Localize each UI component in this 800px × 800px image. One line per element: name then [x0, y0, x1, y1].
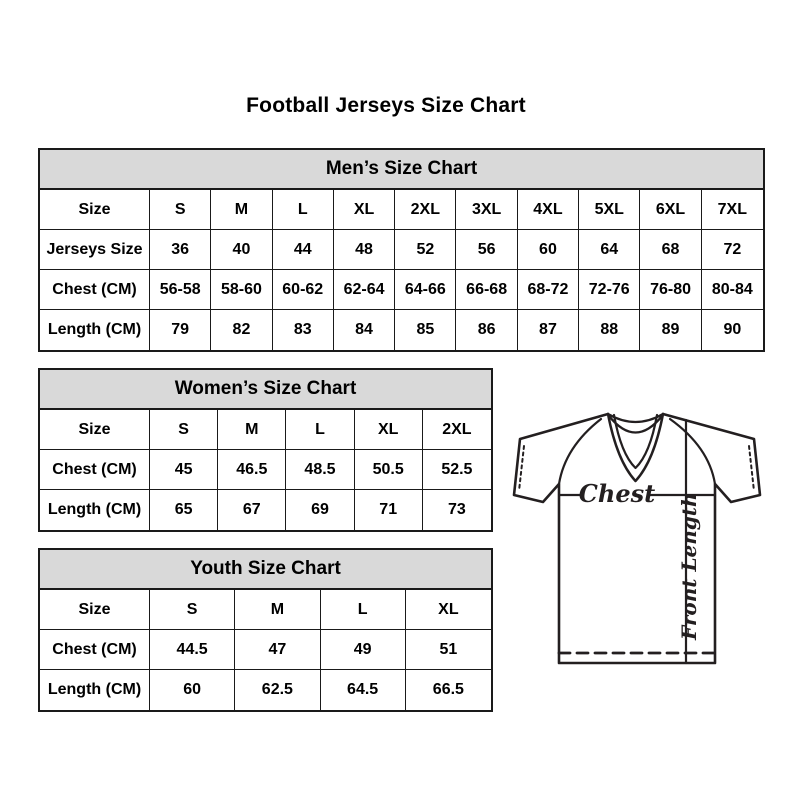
column-header: XL	[334, 190, 395, 230]
right-cuff-stitch	[749, 446, 754, 491]
size-cell: 44.5	[150, 630, 235, 670]
column-header: M	[211, 190, 272, 230]
size-cell: 36	[150, 230, 211, 270]
table-row	[40, 410, 491, 450]
collar-back-line	[608, 414, 663, 422]
size-cell: 85	[395, 310, 456, 350]
row-label: Length (CM)	[40, 670, 150, 710]
table-row	[40, 270, 763, 310]
column-header: S	[150, 190, 211, 230]
row-label: Chest (CM)	[40, 450, 150, 490]
size-cell: 80-84	[702, 270, 763, 310]
page-title: Football Jerseys Size Chart	[246, 94, 526, 117]
column-header: S	[150, 410, 218, 450]
table-title: Women’s Size Chart	[40, 370, 491, 410]
size-cell: 50.5	[355, 450, 423, 490]
size-cell: 60	[518, 230, 579, 270]
row-label: Size	[40, 190, 150, 230]
column-header: 3XL	[456, 190, 517, 230]
size-cell: 87	[518, 310, 579, 350]
table-row	[40, 230, 763, 270]
column-header: 5XL	[579, 190, 640, 230]
size-cell: 47	[235, 630, 320, 670]
size-cell: 76-80	[640, 270, 701, 310]
row-label: Size	[40, 590, 150, 630]
size-cell: 62.5	[235, 670, 320, 710]
size-cell: 56	[456, 230, 517, 270]
size-cell: 44	[273, 230, 334, 270]
size-cell: 49	[321, 630, 406, 670]
size-cell: 66.5	[432, 681, 464, 698]
table-row	[40, 190, 763, 230]
column-header: L	[286, 410, 354, 450]
size-cell: 72-76	[579, 270, 640, 310]
size-cell: 68-72	[518, 270, 579, 310]
jersey-outline	[514, 414, 760, 663]
size-cell: 48.5	[286, 450, 354, 490]
size-cell: 67	[218, 490, 286, 530]
womens-size-table	[38, 368, 493, 532]
size-cell: 69	[286, 490, 354, 530]
jersey-diagram	[503, 403, 767, 673]
size-cell: 40	[211, 230, 272, 270]
size-cell: 58-60	[211, 270, 272, 310]
table-row	[40, 310, 763, 350]
size-cell: 51	[406, 630, 491, 670]
size-cell: 60	[150, 670, 235, 710]
size-cell: 71	[355, 490, 423, 530]
size-cell: 45	[150, 450, 218, 490]
column-header: M	[235, 590, 320, 630]
size-cell: 89	[640, 310, 701, 350]
size-cell: 52.5	[423, 450, 491, 490]
column-header: XL	[406, 590, 491, 630]
mens-size-table	[38, 148, 765, 352]
size-cell: 52	[395, 230, 456, 270]
size-cell: 83	[273, 310, 334, 350]
table-title: Men’s Size Chart	[40, 150, 763, 190]
column-header: L	[273, 190, 334, 230]
right-armhole-seam	[670, 419, 715, 484]
size-cell: 60-62	[273, 270, 334, 310]
row-label: Size	[40, 410, 150, 450]
column-header: XL	[355, 410, 423, 450]
chest-label: Chest	[578, 479, 656, 508]
row-label: Jerseys Size	[40, 230, 150, 270]
size-cell: 46.5	[218, 450, 286, 490]
row-label: Length (CM)	[40, 490, 150, 530]
table-row	[40, 590, 491, 630]
size-cell: 79	[150, 310, 211, 350]
column-header: S	[150, 590, 235, 630]
size-cell: 56-58	[150, 270, 211, 310]
column-header: 7XL	[702, 190, 763, 230]
size-cell: 64-66	[395, 270, 456, 310]
column-header: M	[218, 410, 286, 450]
size-cell: 48	[334, 230, 395, 270]
column-header: 4XL	[518, 190, 579, 230]
table-title: Youth Size Chart	[40, 550, 491, 590]
table-row	[40, 670, 491, 710]
size-cell: 62-64	[334, 270, 395, 310]
row-label: Chest (CM)	[40, 630, 150, 670]
size-cell: 72	[702, 230, 763, 270]
column-header: 2XL	[423, 410, 491, 450]
size-cell: 73	[447, 501, 466, 518]
size-cell: 68	[640, 230, 701, 270]
size-cell: 88	[579, 310, 640, 350]
size-cell: 65	[150, 490, 218, 530]
front-length-label: Front Length	[677, 492, 701, 640]
size-cell: 82	[211, 310, 272, 350]
column-header: 6XL	[640, 190, 701, 230]
size-cell: 66-68	[456, 270, 517, 310]
row-label: Chest (CM)	[40, 270, 150, 310]
youth-size-table	[38, 548, 493, 712]
table-row	[40, 490, 491, 530]
column-header: L	[321, 590, 406, 630]
table-row	[40, 630, 491, 670]
size-cell: 90	[723, 321, 742, 338]
size-cell: 64	[579, 230, 640, 270]
left-armhole-seam	[559, 419, 601, 484]
size-cell: 84	[334, 310, 395, 350]
row-label: Length (CM)	[40, 310, 150, 350]
column-header: 2XL	[395, 190, 456, 230]
size-cell: 86	[456, 310, 517, 350]
size-cell: 64.5	[321, 670, 406, 710]
table-row	[40, 450, 491, 490]
